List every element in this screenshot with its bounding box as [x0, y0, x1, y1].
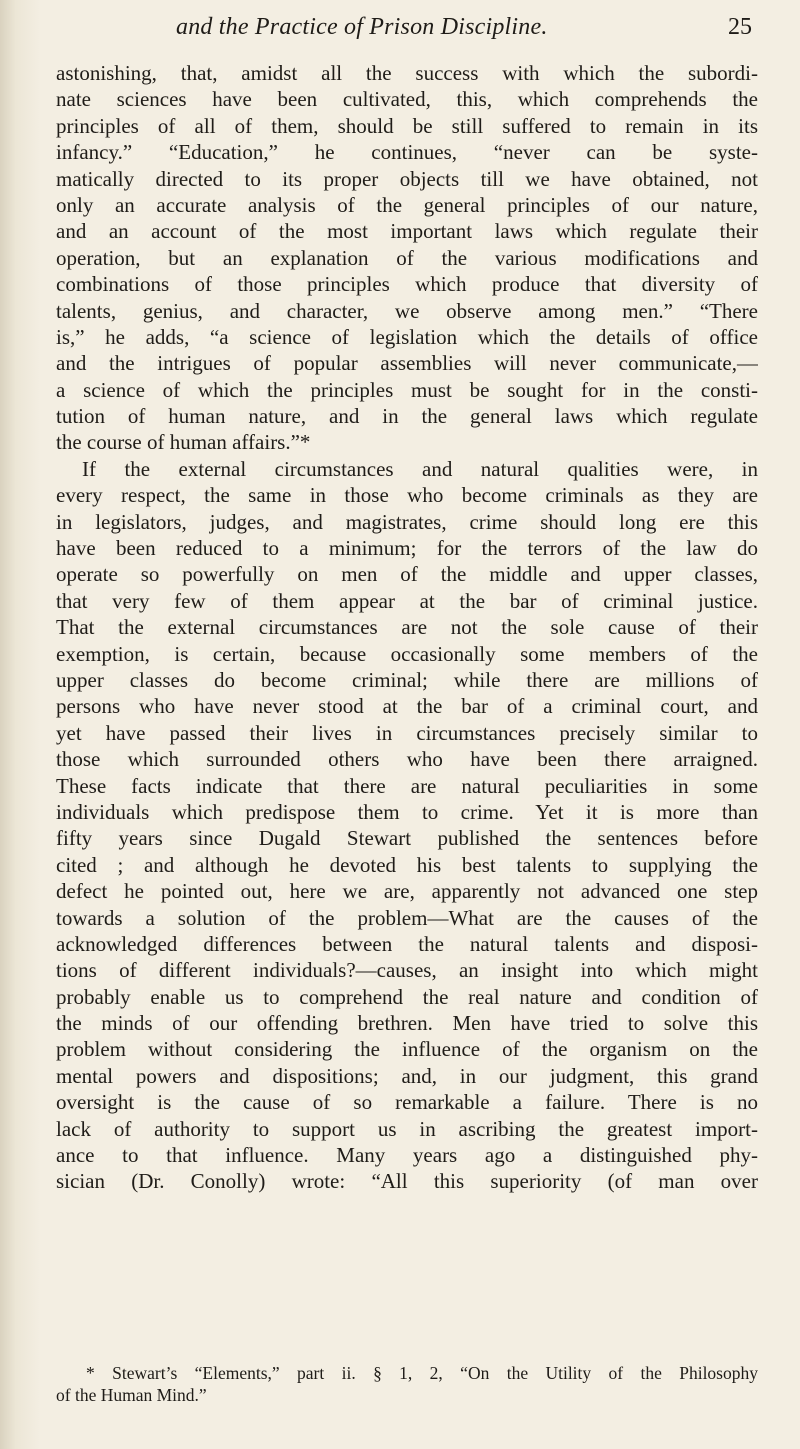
text-line: These facts indicate that there are natural peculiarities in some: [56, 773, 758, 798]
text-line: towards a solution of the problem—What are the causes of the: [56, 905, 758, 930]
text-line: fifty years since Dugald Stewart published the sentences before: [56, 826, 758, 851]
text-line: the course of human affairs.”*: [56, 430, 311, 455]
text-line: astonishing, that, amidst all the success with which the subordi-: [56, 61, 758, 85]
text-line: ance to that influence. Many years ago a distinguished phy-: [56, 1143, 758, 1168]
text-line: a science of which the principles must be sought for in the consti-: [56, 377, 758, 402]
footnote-line: * Stewart’s “Elements,” part ii. § 1, 2, “On the Utility of the Philosophy: [86, 1363, 758, 1383]
text-line: only an accurate analysis of the general principles of our nature,: [56, 192, 758, 217]
text-line: oversight is the cause of so remarkable a failure. There is no: [56, 1090, 758, 1115]
footnote: [56, 1362, 758, 1406]
text-line: is,” he adds, “a science of legislation which the details of office: [56, 324, 758, 349]
text-line: persons who have never stood at the bar of a criminal court, and: [56, 694, 758, 719]
text-line: cited ; and although he devoted his best talents to supplying the: [56, 852, 758, 877]
text-line: lack of authority to support us in ascribing the greatest import-: [56, 1116, 758, 1141]
text-line: operation, but an explanation of the various modifications and: [56, 245, 758, 270]
text-line: have been reduced to a minimum; for the terrors of the law do: [56, 536, 758, 561]
body-text: [56, 60, 758, 1195]
text-line: operate so powerfully on men of the middle and upper classes,: [56, 562, 758, 587]
text-line: and the intrigues of popular assemblies will never communicate,—: [56, 351, 758, 376]
text-line: talents, genius, and character, we observe among men.” “There: [56, 298, 758, 323]
text-line: upper classes do become criminal; while there are millions of: [56, 667, 758, 692]
text-line: tution of human nature, and in the general laws which regulate: [56, 404, 758, 429]
text-line: defect he pointed out, here we are, apparently not advanced one step: [56, 879, 758, 904]
running-head: and the Practice of Prison Discipline.: [176, 14, 548, 40]
text-line: yet have passed their lives in circumstances precisely similar to: [56, 720, 758, 745]
text-line: problem without considering the influence of the organism on the: [56, 1037, 758, 1062]
page-number: 25: [728, 14, 752, 40]
footnote-line: of the Human Mind.”: [56, 1385, 207, 1405]
text-line: nate sciences have been cultivated, this, which comprehends the: [56, 87, 758, 112]
text-line: infancy.” “Education,” he continues, “never can be syste-: [56, 140, 758, 165]
text-line: acknowledged differences between the natural talents and disposi-: [56, 931, 758, 956]
text-line: That the external circumstances are not the sole cause of their: [56, 615, 758, 640]
text-line: mental powers and dispositions; and, in our judgment, this grand: [56, 1063, 758, 1088]
text-line: those which surrounded others who have been there arraigned.: [56, 747, 758, 772]
page-header: [56, 14, 756, 54]
text-line: exemption, is certain, because occasionally some members of the: [56, 641, 758, 666]
text-line: that very few of them appear at the bar of criminal justice.: [56, 588, 758, 613]
text-line: tions of different individuals?—causes, an insight into which might: [56, 958, 758, 983]
text-line: If the external circumstances and natural qualities were, in: [82, 456, 758, 481]
text-line: and an account of the most important laws which regulate their: [56, 219, 758, 244]
text-line: principles of all of them, should be still suffered to remain in its: [56, 113, 758, 138]
text-line: in legislators, judges, and magistrates, crime should long ere this: [56, 509, 758, 534]
text-line: matically directed to its proper objects till we have obtained, not: [56, 166, 758, 191]
text-line: the minds of our offending brethren. Men have tried to solve this: [56, 1011, 758, 1036]
text-line: every respect, the same in those who become criminals as they are: [56, 483, 758, 508]
text-line: sician (Dr. Conolly) wrote: “All this superiority (of man over: [56, 1169, 758, 1194]
text-line: probably enable us to comprehend the real nature and condition of: [56, 984, 758, 1009]
text-line: combinations of those principles which produce that diversity of: [56, 272, 758, 297]
text-line: individuals which predispose them to crime. Yet it is more than: [56, 799, 758, 824]
